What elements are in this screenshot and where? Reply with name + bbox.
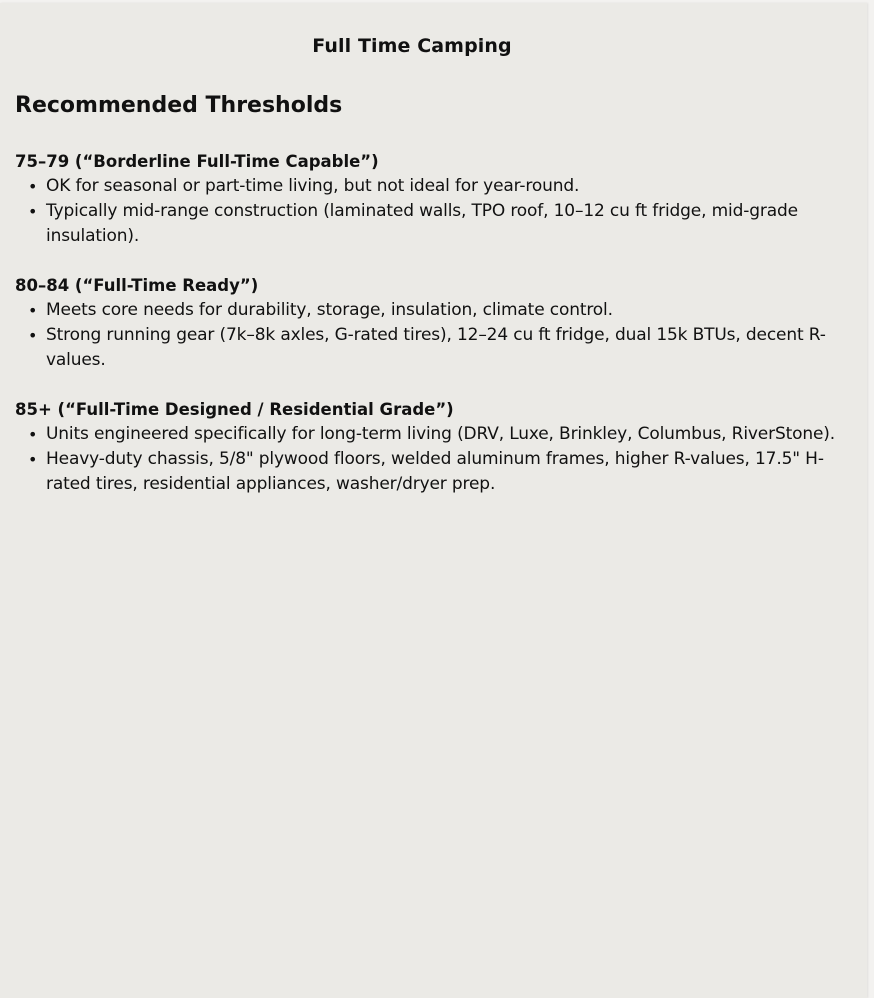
- tier-title: 85+ (“Full-Time Designed / Residential Grade”): [15, 400, 454, 419]
- list-item-text: Units engineered specifically for long-term living (DRV, Luxe, Brinkley, Columbus, RiverStone).: [46, 424, 836, 444]
- list-item: [15, 199, 865, 249]
- bullet-icon: •: [28, 301, 38, 320]
- document-title: Full Time Camping: [312, 35, 512, 57]
- document-page: [0, 3, 867, 998]
- bullet-icon: •: [28, 425, 38, 444]
- bullet-icon: •: [28, 450, 38, 469]
- thresholds-content: [15, 149, 865, 521]
- list-item-text: Meets core needs for durability, storage, insulation, climate control.: [46, 300, 613, 320]
- bullet-icon: •: [28, 177, 38, 196]
- list-item-text: Strong running gear (7k–8k axles, G-rated tires), 12–24 cu ft fridge, dual 15k BTUs, decent R-values.: [46, 325, 826, 370]
- tier-85-plus: [15, 397, 865, 497]
- section-heading: Recommended Thresholds: [15, 93, 343, 118]
- tier-title: 75–79 (“Borderline Full-Time Capable”): [15, 152, 379, 171]
- list-item-text: OK for seasonal or part-time living, but not ideal for year-round.: [46, 176, 580, 196]
- tier-title: 80–84 (“Full-Time Ready”): [15, 276, 259, 295]
- tier-75-79: [15, 149, 865, 249]
- tier-list: [15, 298, 865, 373]
- tier-list: [15, 422, 865, 497]
- tier-list: [15, 174, 865, 249]
- tier-80-84: [15, 273, 865, 373]
- bullet-icon: •: [28, 326, 38, 345]
- list-item: [15, 174, 865, 199]
- list-item: [15, 422, 865, 447]
- list-item-text: Heavy-duty chassis, 5/8" plywood floors, welded aluminum frames, higher R-values, 17.5" H-rated tires, residential appliances, washer/dryer prep.: [46, 449, 824, 494]
- list-item: [15, 323, 865, 373]
- list-item: [15, 447, 865, 497]
- bullet-icon: •: [28, 202, 38, 221]
- list-item: [15, 298, 865, 323]
- list-item-text: Typically mid-range construction (laminated walls, TPO roof, 10–12 cu ft fridge, mid-grade insulation).: [46, 201, 798, 246]
